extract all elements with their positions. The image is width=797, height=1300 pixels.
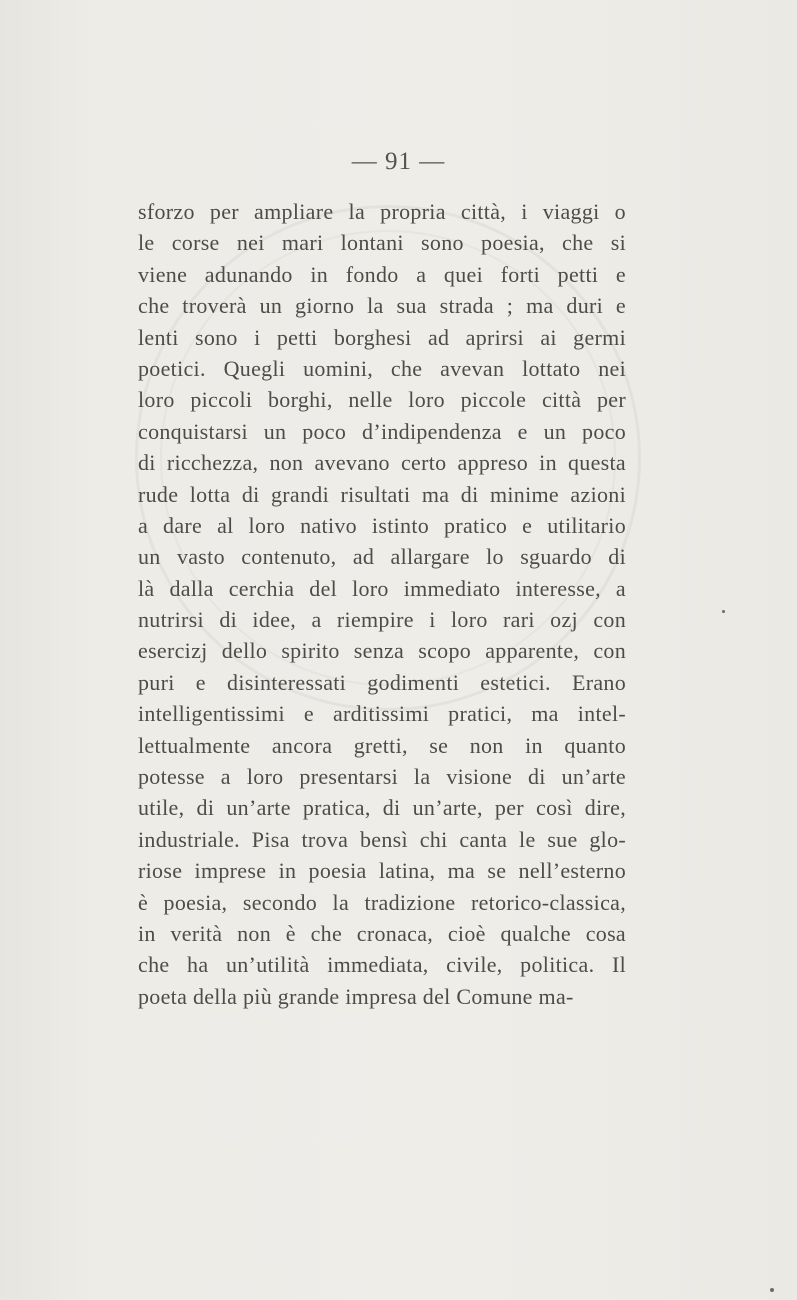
text-line: intelligentissimi e arditissimi pratici, ma intel-: [138, 701, 626, 727]
text-line: è poesia, secondo la tradizione retorico-classica,: [138, 889, 626, 915]
text-line: che troverà un giorno la sua strada ; ma duri e: [138, 293, 626, 319]
paper-speck: [722, 610, 725, 613]
text-line: le corse nei mari lontani sono poesia, che si: [138, 230, 626, 256]
text-line: là dalla cerchia del loro immediato interesse, a: [138, 575, 626, 601]
text-line: puri e disinteressati godimenti estetici. Erano: [138, 669, 626, 695]
text-line: utile, di un’arte pratica, di un’arte, per così dire,: [138, 795, 626, 821]
text-line: lettualmente ancora gretti, se non in quanto: [138, 732, 626, 758]
text-line: di ricchezza, non avevano certo appreso in questa: [138, 450, 626, 476]
text-line: riose imprese in poesia latina, ma se nell’esterno: [138, 858, 626, 884]
text-line: rude lotta di grandi risultati ma di minime azioni: [138, 481, 626, 507]
text-line: industriale. Pisa trova bensì chi canta le sue glo-: [138, 826, 626, 852]
page-number: — 91 —: [351, 148, 446, 175]
body-text: [138, 196, 626, 1012]
text-line: conquistarsi un poco d’indipendenza e un poco: [138, 418, 626, 444]
paper-speck: [770, 1288, 774, 1292]
text-line: che ha un’utilità immediata, civile, politica. Il: [138, 952, 626, 978]
text-line: a dare al loro nativo istinto pratico e utilitario: [138, 512, 626, 538]
text-line: sforzo per ampliare la propria città, i viaggi o: [138, 199, 626, 224]
text-line: esercizj dello spirito senza scopo apparente, con: [138, 638, 626, 664]
text-line: un vasto contenuto, ad allargare lo sguardo di: [138, 544, 626, 570]
text-line: potesse a loro presentarsi la visione di un’arte: [138, 764, 626, 790]
text-line: poeta della più grande impresa del Comune ma-: [138, 983, 574, 1009]
text-line: viene adunando in fondo a quei forti petti e: [138, 261, 626, 287]
text-line: in verità non è che cronaca, cioè qualche cosa: [138, 920, 626, 946]
text-line: nutrirsi di idee, a riempire i loro rari ozj con: [138, 607, 626, 633]
text-line: loro piccoli borghi, nelle loro piccole città per: [138, 387, 626, 413]
text-line: poetici. Quegli uomini, che avevan lottato nei: [138, 355, 626, 381]
text-line: lenti sono i petti borghesi ad aprirsi ai germi: [138, 324, 626, 350]
